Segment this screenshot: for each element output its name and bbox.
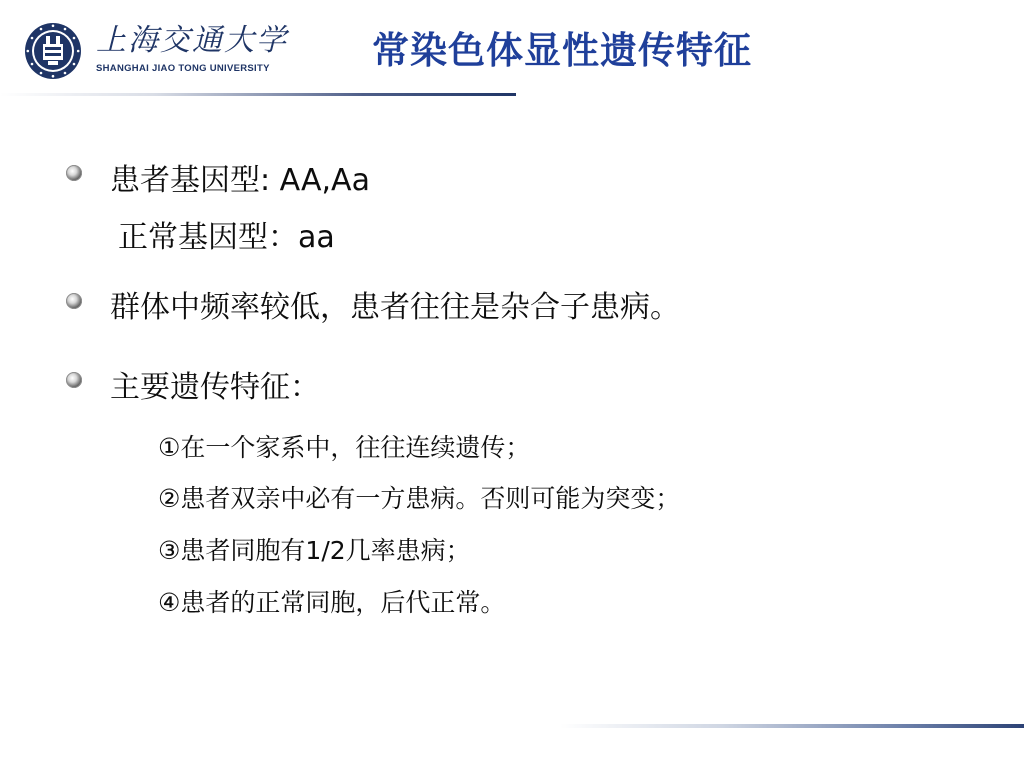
footer-divider bbox=[560, 724, 1024, 728]
feature-item-3: ③患者同胞有1/2几率患病； bbox=[158, 536, 471, 565]
features-heading: 主要遗传特征： bbox=[110, 370, 320, 405]
feature-item-4: ④患者的正常同胞，后代正常。 bbox=[158, 588, 506, 617]
logo-chinese-name: 上海交通大学 bbox=[96, 23, 288, 58]
population-text: 群体中频率较低，患者往往是杂合子患病。 bbox=[110, 290, 680, 325]
genotype-normal-text: 正常基因型：aa bbox=[118, 220, 335, 255]
bullet-icon bbox=[66, 372, 82, 388]
genotype-patient-text: 患者基因型: AA,Aa bbox=[110, 163, 370, 198]
logo-english-name: SHANGHAI JIAO TONG UNIVERSITY bbox=[96, 63, 270, 74]
header-divider bbox=[0, 93, 516, 96]
slide-title: 常染色体显性遗传特征 bbox=[372, 29, 752, 72]
university-seal-icon bbox=[24, 22, 82, 80]
feature-item-1: ①在一个家系中，往往连续遗传； bbox=[158, 433, 531, 462]
bullet-icon bbox=[66, 293, 82, 309]
feature-item-2: ②患者双亲中必有一方患病。否则可能为突变； bbox=[158, 484, 681, 513]
bullet-icon bbox=[66, 165, 82, 181]
